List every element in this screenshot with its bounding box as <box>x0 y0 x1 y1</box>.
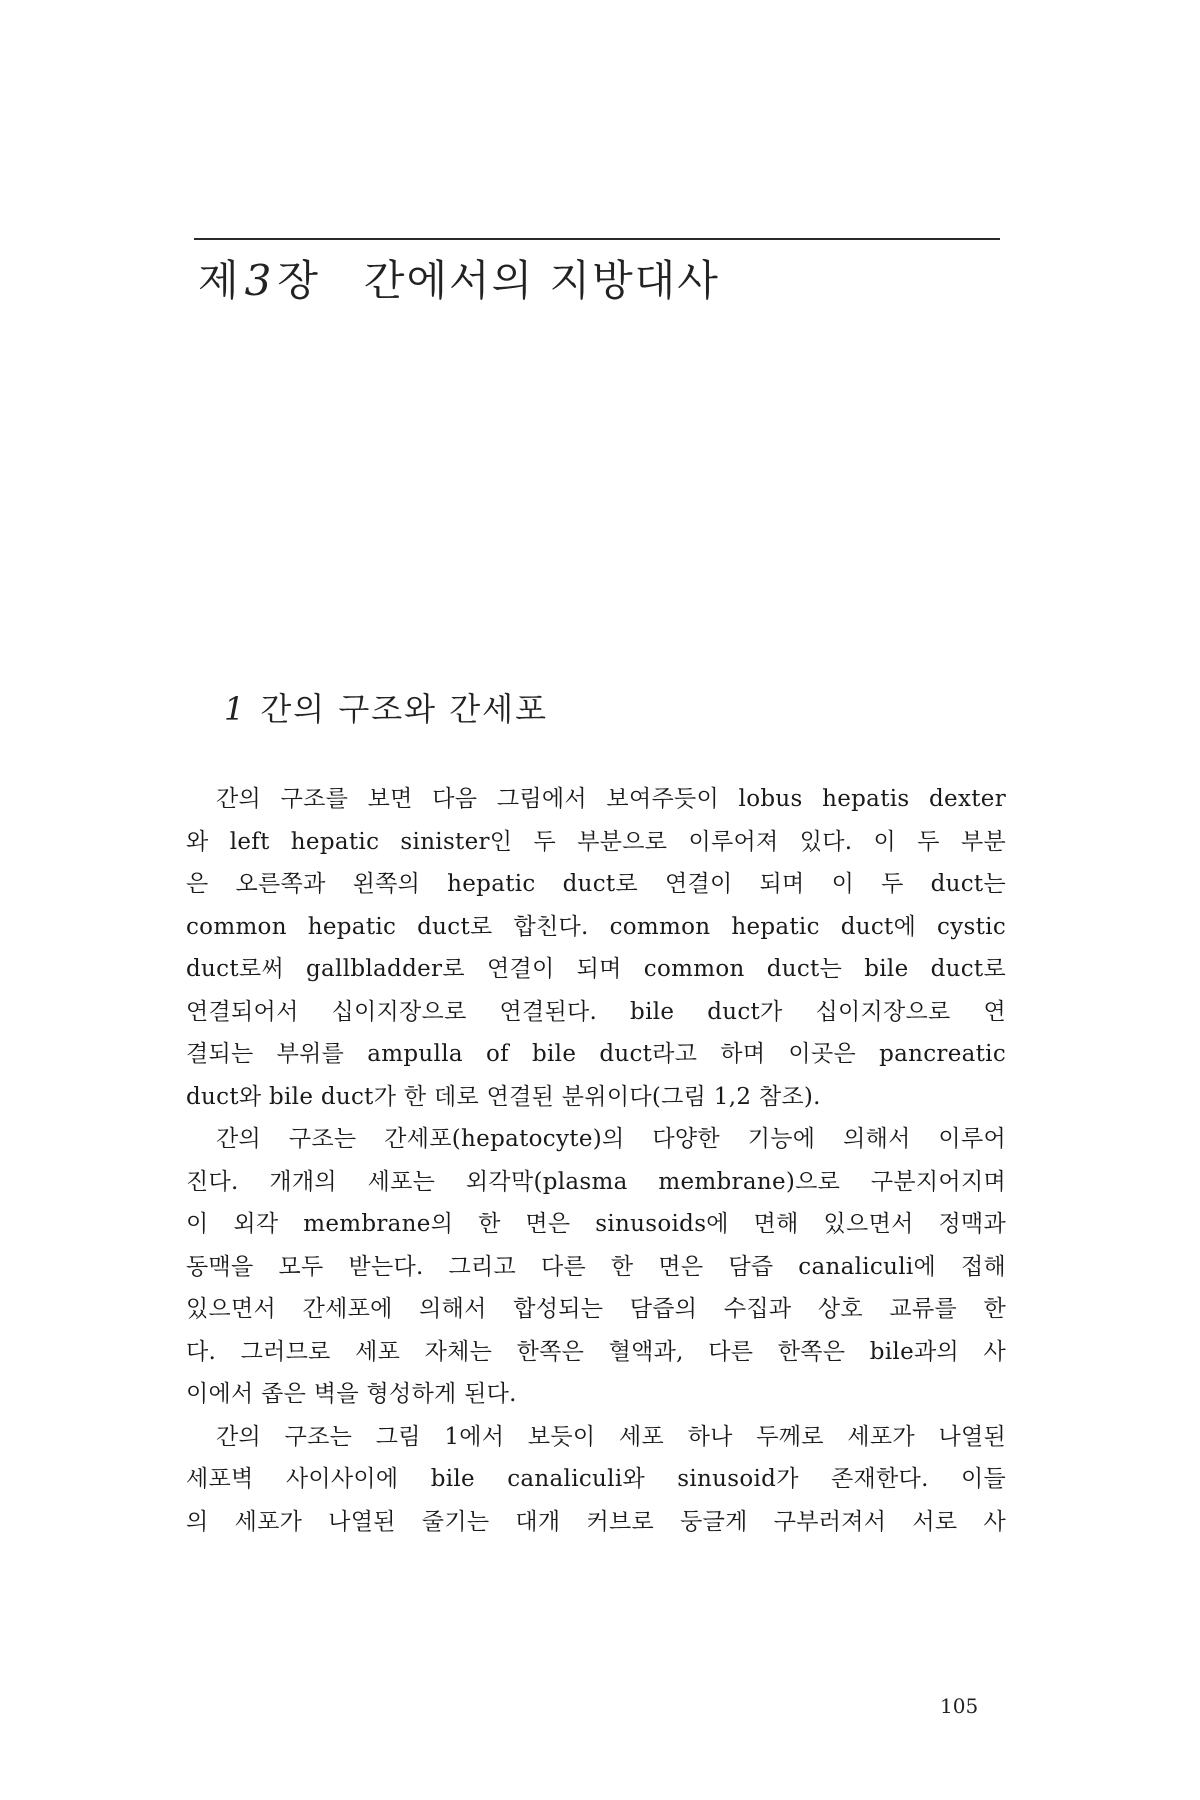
text-line: 간의 구조는 간세포(hepatocyte)의 다양한 기능에 의해서 이루어 <box>216 1126 1006 1152</box>
text-line: 이 외각 membrane의 한 면은 sinusoids에 면해 있으면서 정맥과 <box>186 1211 1006 1237</box>
chapter-number: 3 <box>244 256 274 305</box>
text-line: 의 세포가 나열된 줄기는 대개 커브로 둥글게 구부러져서 서로 사 <box>186 1508 1006 1535</box>
text-line: 동맥을 모두 받는다. 그리고 다른 한 면은 담즙 canaliculi에 접해 <box>186 1253 1006 1280</box>
text-line: 간의 구조를 보면 다음 그림에서 보여주듯이 lobus hepatis dexter <box>216 786 1006 812</box>
page-number: 105 <box>940 1694 979 1718</box>
chapter-label-suffix: 장 <box>277 256 320 305</box>
text-line: duct와 bile duct가 한 데로 연결된 분위이다(그림 1,2 참조). <box>186 1083 821 1110</box>
text-line: common hepatic duct로 합친다. common hepatic duct에 cystic <box>186 913 1006 940</box>
text-line: 결되는 부위를 ampulla of bile duct라고 하며 이곳은 pancreatic <box>186 1041 1006 1067</box>
text-line: 있으면서 간세포에 의해서 합성되는 담즙의 수집과 상호 교류를 한 <box>186 1296 1006 1322</box>
section-heading <box>224 684 548 730</box>
text-line: 간의 구조는 그림 1에서 보듯이 세포 하나 두께로 세포가 나열된 <box>216 1423 1006 1450</box>
text-line: 세포벽 사이사이에 bile canaliculi와 sinusoid가 존재한다. 이들 <box>186 1466 1006 1492</box>
section-title: 간의 구조와 간세포 <box>260 690 548 728</box>
text-line: 연결되어서 십이지장으로 연결된다. bile duct가 십이지장으로 연 <box>186 998 1006 1025</box>
text-line: 와 left hepatic sinister인 두 부분으로 이루어져 있다. 이 두 부분 <box>186 828 1006 855</box>
chapter-heading <box>198 248 720 308</box>
chapter-title: 간에서의 지방대사 <box>363 256 720 305</box>
text-line: 진다. 개개의 세포는 외각막(plasma membrane)으로 구분지어지며 <box>186 1168 1006 1195</box>
body-text <box>186 778 1006 1543</box>
text-line: 이에서 좁은 벽을 형성하게 된다. <box>186 1381 517 1407</box>
section-number: 1 <box>224 690 247 728</box>
chapter-rule <box>194 238 1000 240</box>
chapter-label-prefix: 제 <box>198 256 241 305</box>
text-line: 은 오른쪽과 왼쪽의 hepatic duct로 연결이 되며 이 두 duct는 <box>186 871 1006 897</box>
text-line: duct로써 gallbladder로 연결이 되며 common duct는 bile duct로 <box>186 956 1006 982</box>
text-line: 다. 그러므로 세포 자체는 한쪽은 혈액과, 다른 한쪽은 bile과의 사 <box>186 1338 1006 1365</box>
